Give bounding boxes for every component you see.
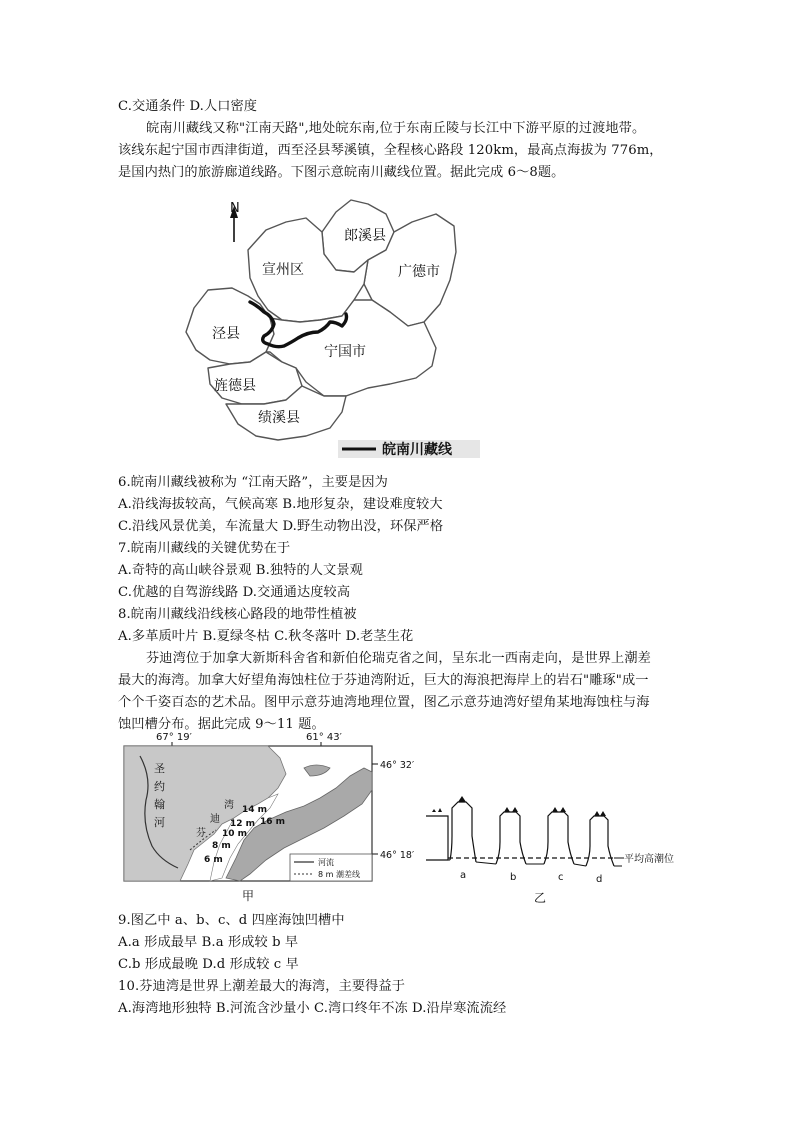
contour-label: 12 m	[230, 819, 256, 829]
passage-line: 蚀凹槽分布。据此完成 9～11 题。	[118, 717, 325, 732]
question-option: A.海湾地形独特 B.河流含沙量小 C.湾口终年不冻 D.沿岸寒流流经	[118, 1001, 507, 1016]
stack-label: a	[460, 870, 467, 881]
question-option: A.沿线海拔较高，气候高寒 B.地形复杂，建设难度较大	[118, 497, 443, 512]
passage-line: 最大的海湾。加拿大好望角海蚀柱位于芬迪湾附近，巨大的海浪把海岸上的岩石"雕琢"成一	[118, 673, 649, 688]
region-label: 绩溪县	[258, 410, 300, 426]
stack-label: d	[596, 874, 603, 885]
question-option: A.奇特的高山峡谷景观 B.独特的人文景观	[118, 563, 363, 578]
passage-line: 个个千姿百态的艺术品。图甲示意芬迪湾地理位置，图乙示意芬迪湾好望角某地海蚀柱与海	[118, 695, 650, 710]
contour-label: 16 m	[260, 817, 286, 827]
passage-line: 芬迪湾位于加拿大新斯科舍省和新伯伦瑞克省之间，呈东北一西南走向，是世界上潮差	[146, 651, 651, 666]
question-stem: 6.皖南川藏线被称为 “江南天路”，主要是因为	[118, 475, 388, 490]
legend-label: 皖南川藏线	[382, 442, 452, 458]
option-line: C.交通条件 D.人口密度	[118, 99, 258, 114]
lat-label: 46° 18′	[380, 850, 415, 861]
stack-label: b	[510, 872, 517, 883]
wannan-route-map	[146, 192, 480, 458]
region-label: 宁国市	[324, 344, 366, 360]
lon-label: 61° 43′	[306, 732, 342, 743]
bay-name-char: 湾	[224, 800, 234, 811]
lat-label: 46° 32′	[380, 760, 415, 771]
region-label: 郎溪县	[344, 228, 386, 244]
contour-label: 14 m	[242, 805, 268, 815]
figure-caption: 乙	[534, 891, 547, 905]
stack-label: c	[558, 872, 564, 883]
region-label: 广德市	[398, 264, 440, 280]
fundy-location-map	[118, 728, 415, 908]
question-stem: 10.芬迪湾是世界上潮差最大的海湾，主要得益于	[118, 979, 406, 994]
legend-river: 河流	[318, 858, 334, 867]
river-name-char: 河	[154, 816, 165, 829]
legend-tide: 8 m 潮差线	[318, 870, 360, 879]
tide-label: 平均高潮位	[624, 854, 674, 865]
region-label: 宣州区	[262, 262, 304, 278]
figure-caption: 甲	[242, 889, 255, 903]
question-option: A.a 形成最早 B.a 形成较 b 早	[118, 935, 299, 950]
question-stem: 8.皖南川藏线沿线核心路段的地带性植被	[118, 607, 357, 622]
lon-label: 67° 19′	[156, 732, 192, 743]
question-option: C.优越的自驾游线路 D.交通通达度较高	[118, 585, 351, 600]
river-name-char: 翰	[154, 798, 165, 811]
question-option: C.b 形成最晚 D.d 形成较 c 早	[118, 957, 299, 972]
sea-stack-diagram	[418, 790, 686, 906]
question-stem: 7.皖南川藏线的关键优势在于	[118, 541, 291, 556]
question-stem: 9.图乙中 a、b、c、d 四座海蚀凹槽中	[118, 913, 345, 928]
bay-name-char: 芬	[196, 828, 206, 839]
bay-name-char: 迪	[210, 814, 220, 825]
river-name-char: 圣	[154, 762, 165, 775]
passage-line: 该线东起宁国市西津街道，西至泾县琴溪镇，全程核心路段 120km，最高点海拔为 776m，	[118, 143, 663, 158]
region-label: 旌德县	[214, 378, 256, 394]
map-legend	[338, 440, 480, 458]
contour-label: 8 m	[212, 841, 231, 851]
north-label: N	[230, 201, 240, 216]
question-option: C.沿线风景优美，车流量大 D.野生动物出没，环保严格	[118, 519, 444, 534]
question-option: A.多革质叶片 B.夏绿冬枯 C.秋冬落叶 D.老茎生花	[118, 629, 414, 644]
region-label: 泾县	[212, 326, 240, 342]
contour-label: 10 m	[222, 829, 248, 839]
passage-line: 是国内热门的旅游廊道线路。下图示意皖南川藏线位置。据此完成 6～8题。	[118, 165, 565, 180]
passage-line: 皖南川藏线又称"江南天路",地处皖东南,位于东南丘陵与长江中下游平原的过渡地带。	[146, 121, 646, 136]
contour-label: 6 m	[204, 855, 223, 865]
river-name-char: 约	[154, 780, 165, 793]
